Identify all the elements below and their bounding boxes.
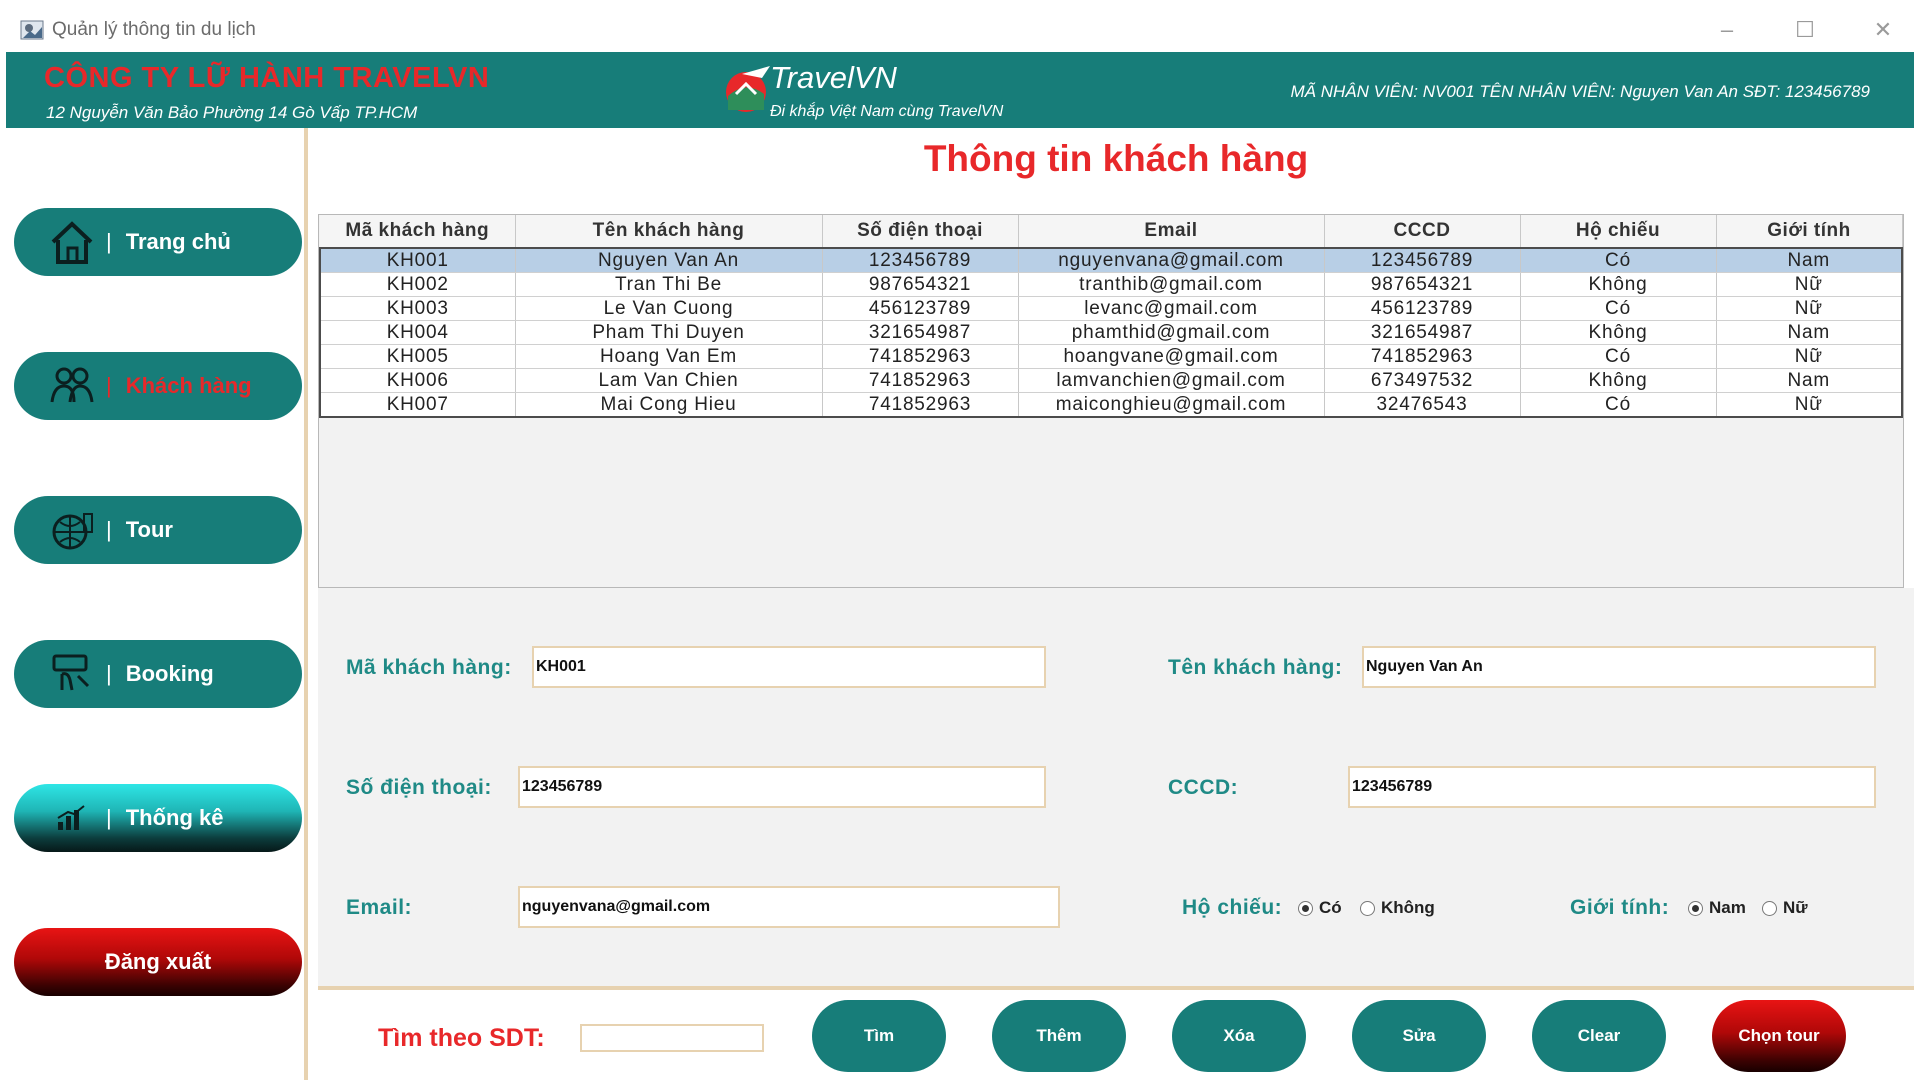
table-cell: Có bbox=[1520, 345, 1716, 369]
table-cell: 741852963 bbox=[822, 345, 1018, 369]
table-cell: KH003 bbox=[320, 297, 515, 321]
table-cell: tranthib@gmail.com bbox=[1018, 273, 1324, 297]
table-cell: 32476543 bbox=[1324, 393, 1520, 418]
gender-label: Giới tính: bbox=[1570, 896, 1670, 919]
gender-female-radio[interactable] bbox=[1762, 898, 1808, 918]
cccd-label: CCCD: bbox=[1168, 776, 1239, 799]
table-cell: lamvanchien@gmail.com bbox=[1018, 369, 1324, 393]
table-cell: KH004 bbox=[320, 321, 515, 345]
column-header[interactable]: Email bbox=[1018, 215, 1324, 248]
sidebar-item-tour[interactable] bbox=[14, 496, 302, 564]
customer-id-label: Mã khách hàng: bbox=[346, 656, 512, 679]
table-cell: Pham Thi Duyen bbox=[515, 321, 822, 345]
radio-unchecked-icon bbox=[1360, 901, 1375, 916]
table-cell: Không bbox=[1520, 369, 1716, 393]
sidebar-item-label: Thống kê bbox=[125, 805, 224, 830]
table-cell: 321654987 bbox=[1324, 321, 1520, 345]
table-cell: 741852963 bbox=[822, 369, 1018, 393]
sidebar-item-customers[interactable] bbox=[14, 352, 302, 420]
radio-checked-icon bbox=[1688, 901, 1703, 916]
window-title: Quản lý thông tin du lịch bbox=[52, 19, 256, 40]
chart-icon bbox=[44, 792, 100, 844]
radio-label: Có bbox=[1319, 898, 1342, 917]
table-cell: phamthid@gmail.com bbox=[1018, 321, 1324, 345]
cccd-field[interactable] bbox=[1348, 766, 1876, 808]
column-header[interactable]: Tên khách hàng bbox=[515, 215, 822, 248]
column-header[interactable]: Hộ chiếu bbox=[1520, 215, 1716, 248]
book-icon bbox=[44, 648, 100, 700]
table-cell: Nữ bbox=[1716, 393, 1902, 418]
table-cell: 741852963 bbox=[1324, 345, 1520, 369]
radio-unchecked-icon bbox=[1762, 901, 1777, 916]
column-header[interactable]: Giới tính bbox=[1716, 215, 1902, 248]
table-cell: Nữ bbox=[1716, 345, 1902, 369]
table-cell: 987654321 bbox=[1324, 273, 1520, 297]
window-titlebar bbox=[6, 8, 1914, 53]
table-cell: 456123789 bbox=[822, 297, 1018, 321]
table-cell: Không bbox=[1520, 321, 1716, 345]
passport-label: Hộ chiếu: bbox=[1182, 896, 1283, 919]
table-cell: Nữ bbox=[1716, 297, 1902, 321]
table-cell: Lam Van Chien bbox=[515, 369, 822, 393]
sidebar-item-booking[interactable] bbox=[14, 640, 302, 708]
nav-separator: | bbox=[106, 517, 112, 542]
passport-no-radio[interactable] bbox=[1360, 898, 1435, 918]
home-icon bbox=[44, 216, 100, 268]
sidebar-item-statistics[interactable] bbox=[14, 784, 302, 852]
email-field[interactable] bbox=[518, 886, 1060, 928]
table-cell: 673497532 bbox=[1324, 369, 1520, 393]
search-button[interactable]: Tìm bbox=[812, 1000, 946, 1072]
radio-label: Không bbox=[1381, 898, 1435, 917]
phone-field[interactable] bbox=[518, 766, 1046, 808]
delete-button[interactable]: Xóa bbox=[1172, 1000, 1306, 1072]
nav-separator: | bbox=[106, 373, 112, 398]
table-cell: 123456789 bbox=[822, 248, 1018, 273]
radio-label: Nữ bbox=[1783, 898, 1808, 917]
logout-button[interactable] bbox=[14, 928, 302, 996]
column-header[interactable]: CCCD bbox=[1324, 215, 1520, 248]
radio-checked-icon bbox=[1298, 901, 1313, 916]
table-row[interactable] bbox=[320, 369, 1902, 393]
company-address: 12 Nguyễn Văn Bảo Phường 14 Gò Vấp TP.HCM bbox=[46, 103, 418, 122]
page-title: Thông tin khách hàng bbox=[923, 138, 1309, 179]
table-cell: Nam bbox=[1716, 321, 1902, 345]
table-cell: levanc@gmail.com bbox=[1018, 297, 1324, 321]
table-cell: KH007 bbox=[320, 393, 515, 418]
logout-label: Đăng xuất bbox=[104, 949, 212, 974]
table-row[interactable] bbox=[320, 248, 1902, 273]
clear-button[interactable]: Clear bbox=[1532, 1000, 1666, 1072]
app-header bbox=[6, 52, 1914, 128]
minimize-button[interactable]: – bbox=[1720, 17, 1734, 42]
table-cell: 741852963 bbox=[822, 393, 1018, 418]
search-phone-input[interactable] bbox=[580, 1024, 764, 1052]
table-cell: KH005 bbox=[320, 345, 515, 369]
gender-male-radio[interactable] bbox=[1688, 898, 1746, 918]
table-cell: KH006 bbox=[320, 369, 515, 393]
sidebar-item-label: Trang chủ bbox=[125, 229, 231, 254]
choose-tour-button[interactable]: Chọn tour bbox=[1712, 1000, 1846, 1072]
table-cell: Có bbox=[1520, 393, 1716, 418]
table-cell: Le Van Cuong bbox=[515, 297, 822, 321]
search-phone-label: Tìm theo SDT: bbox=[378, 1024, 545, 1052]
email-label: Email: bbox=[346, 896, 413, 919]
nav-separator: | bbox=[106, 805, 112, 830]
sidebar-item-home[interactable] bbox=[14, 208, 302, 276]
close-button[interactable]: ✕ bbox=[1873, 17, 1893, 42]
customers-icon bbox=[44, 360, 100, 412]
customer-name-label: Tên khách hàng: bbox=[1168, 656, 1343, 679]
table-cell: 321654987 bbox=[822, 321, 1018, 345]
phone-label: Số điện thoại: bbox=[346, 776, 492, 799]
radio-label: Nam bbox=[1709, 898, 1746, 917]
table-row[interactable] bbox=[320, 393, 1902, 418]
table-cell: Hoang Van Em bbox=[515, 345, 822, 369]
table-row[interactable] bbox=[320, 273, 1902, 297]
table-cell: hoangvane@gmail.com bbox=[1018, 345, 1324, 369]
customer-table bbox=[318, 214, 1904, 588]
nav-separator: | bbox=[106, 229, 112, 254]
table-cell: Nguyen Van An bbox=[515, 248, 822, 273]
table-cell: 123456789 bbox=[1324, 248, 1520, 273]
customer-id-field[interactable] bbox=[532, 646, 1046, 688]
table-row[interactable] bbox=[320, 321, 1902, 345]
table-cell: Nam bbox=[1716, 248, 1902, 273]
table-cell: nguyenvana@gmail.com bbox=[1018, 248, 1324, 273]
column-header[interactable]: Mã khách hàng bbox=[320, 215, 515, 248]
table-cell: Nữ bbox=[1716, 273, 1902, 297]
table-header-row bbox=[320, 215, 1902, 248]
table-cell: maiconghieu@gmail.com bbox=[1018, 393, 1324, 418]
travelvn-logo bbox=[718, 60, 778, 116]
table-row[interactable] bbox=[320, 297, 1902, 321]
column-header[interactable]: Số điện thoại bbox=[822, 215, 1018, 248]
table-cell: 456123789 bbox=[1324, 297, 1520, 321]
brand-name: TravelVN bbox=[770, 60, 897, 95]
sidebar-item-label: Booking bbox=[125, 661, 214, 686]
sidebar bbox=[6, 128, 308, 1080]
table-row[interactable] bbox=[320, 345, 1902, 369]
table-cell: Mai Cong Hieu bbox=[515, 393, 822, 418]
table-cell: Không bbox=[1520, 273, 1716, 297]
add-button[interactable]: Thêm bbox=[992, 1000, 1126, 1072]
table-cell: Nam bbox=[1716, 369, 1902, 393]
table-cell: KH002 bbox=[320, 273, 515, 297]
table-cell: 987654321 bbox=[822, 273, 1018, 297]
table-cell: Tran Thi Be bbox=[515, 273, 822, 297]
customer-name-field[interactable] bbox=[1362, 646, 1876, 688]
maximize-button[interactable]: ☐ bbox=[1795, 17, 1815, 42]
edit-button[interactable]: Sửa bbox=[1352, 1000, 1486, 1072]
brand-slogan: Đi khắp Việt Nam cùng TravelVN bbox=[770, 103, 1004, 120]
app-icon bbox=[20, 19, 44, 41]
table-cell: KH001 bbox=[320, 248, 515, 273]
globe-icon bbox=[44, 504, 100, 556]
nav-separator: | bbox=[106, 661, 112, 686]
table-cell: Có bbox=[1520, 297, 1716, 321]
passport-yes-radio[interactable] bbox=[1298, 898, 1342, 918]
employee-info: MÃ NHÂN VIÊN: NV001 TÊN NHÂN VIÊN: Nguyen Van An SĐT: 123456789 bbox=[1290, 82, 1870, 101]
company-name: CÔNG TY LỮ HÀNH TRAVELVN bbox=[44, 62, 490, 94]
sidebar-item-label: Tour bbox=[125, 517, 173, 542]
table-cell: Có bbox=[1520, 248, 1716, 273]
sidebar-item-label: Khách hàng bbox=[125, 373, 252, 398]
